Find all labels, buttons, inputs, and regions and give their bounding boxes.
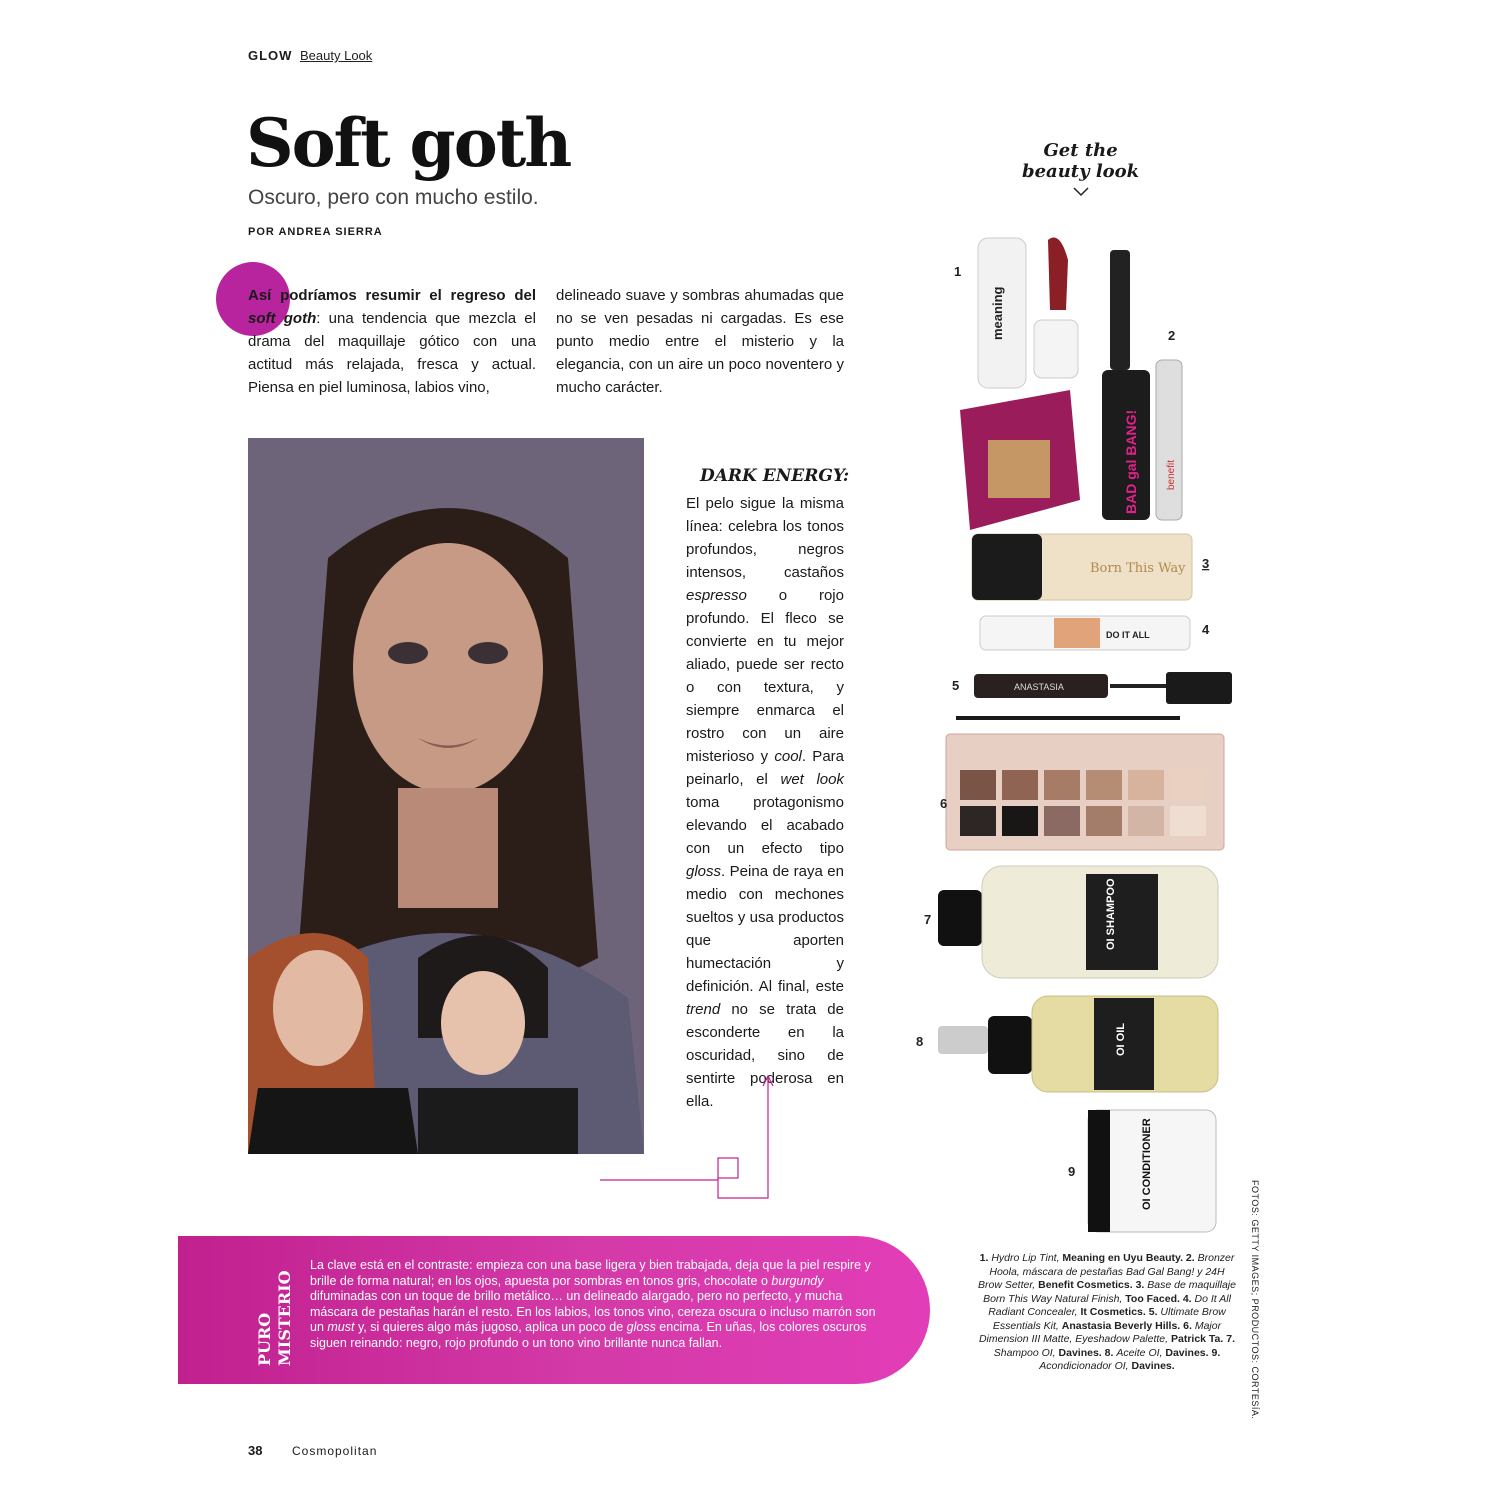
product-number-1: 1	[954, 264, 962, 279]
product-number-3: 3	[1202, 556, 1210, 571]
product-label-anastasia: ANASTASIA	[1014, 682, 1064, 692]
byline: POR ANDREA SIERRA	[248, 226, 383, 238]
puro-misterio-text: La clave está en el contraste: empieza con una base ligera y bien trabajada, deja que la piel respire y brille de forma natural; en los ojos, apuesta por sombras en tonos gris, chocolate o burgundy difuminadas con un toque de brillo metálico… un delineado alargado, pero no perfecto, y mucha máscara de pestañas harán el resto. En los labios, los tonos vino, cereza oscura o incluso marrón son un must y, si quieres algo más jugoso, aplica un poco de gloss encima. En uñas, los colores oscuros siguen reinando: negro, rojo profundo o un tono vino brillante nunca fallan.	[310, 1258, 876, 1350]
subsection-link[interactable]: Beauty Look	[300, 48, 373, 63]
product-number-6: 6	[940, 796, 948, 811]
products-illustration	[916, 230, 1240, 1240]
dark-energy-text: El pelo sigue la misma línea: celebra los tonos profundos, negros intensos, castaños espresso o rojo profundo. El fleco se convierte en tu mejor aliado, puede ser recto o con textura, y siempre enmarca el rostro con un aire misterioso y cool. Para peinarlo, el wet look toma protagonismo elevando el acabado con un efecto tipo gloss. Peina de raya en medio con mechones sueltos y usa productos que aporten humectación y definición. Al final, este trend no se trata de esconderte en la oscuridad, sino de sentirte poderosa en ella.	[686, 495, 844, 1110]
product-number-9: 9	[1068, 1164, 1076, 1179]
page-number: 38	[248, 1443, 263, 1458]
product-label-foundation: Born This Way	[1090, 561, 1186, 576]
chevron-down-icon	[1072, 186, 1090, 198]
puro-misterio-tag	[248, 1260, 304, 1370]
intro-lead: Así podríamos resumir el regreso del	[248, 287, 536, 304]
product-label-shampoo: OI SHAMPOO	[1105, 878, 1117, 950]
intro-lead-italic: soft goth	[248, 310, 317, 327]
intro-column-1	[248, 284, 536, 399]
sidebar-heading: Get the beauty look	[1022, 140, 1139, 203]
product-label-mascara: BAD gal BANG!	[1123, 409, 1139, 514]
svg-text:MISTERIO: MISTERIO	[275, 1270, 294, 1366]
product-number-4: 4	[1202, 622, 1210, 637]
product-number-7: 7	[924, 912, 932, 927]
dark-energy-heading: DARK ENERGY:	[700, 466, 850, 486]
product-number-8: 8	[916, 1034, 924, 1049]
product-label-meaning: meaning	[990, 286, 1005, 340]
product-label-oil: OI OIL	[1115, 1023, 1127, 1056]
product-label-benefit: benefit	[1166, 459, 1177, 490]
svg-text:PURO: PURO	[255, 1312, 274, 1366]
intro-col1-text: : una tendencia que mezcla el drama del maquillaje gótico con una actitud más relajada, fresca y actual. Piensa en piel luminosa, labios vino,	[248, 310, 536, 396]
section-label: GLOW	[248, 48, 293, 63]
article-title: Soft goth	[246, 104, 571, 182]
product-number-5: 5	[952, 678, 960, 693]
product-label-concealer: DO IT ALL	[1106, 630, 1150, 640]
intro-column-2: delineado suave y sombras ahumadas que no se ven pesadas ni cargadas. Es ese punto medio entre el misterio y la elegancia, con un aire un poco noventero y mucho carácter.	[556, 287, 844, 396]
product-number-2: 2	[1168, 328, 1176, 343]
main-portrait-photo	[248, 438, 644, 1154]
product-credits: 1. Hydro Lip Tint, Meaning en Uyu Beauty. 2. Bronzer Hoola, máscara de pestañas Bad Gal Bang! y 24H Brow Setter, Benefit Cosmetics. 3. Base de maquillaje Born This Way Natural Finish, Too Faced. 4. Do It All Radiant Concealer, It Cosmetics. 5. Ultimate Brow Essentials Kit, Anastasia Beverly Hills. 6. Major Dimension III Matte, Eyeshadow Palette, Patrick Ta. 7. Shampoo OI, Davines. 8. Aceite OI, Davines. 9. Acondicionador OI, Davines.	[978, 1252, 1236, 1372]
photo-credit: FOTOS: GETTY IMAGES; PRODUCTOS: CORTESÍA.	[1250, 1180, 1260, 1420]
article-subtitle: Oscuro, pero con mucho estilo.	[248, 186, 539, 209]
connector-arrow-icon	[600, 1070, 780, 1210]
product-label-conditioner: OI CONDITIONER	[1141, 1118, 1153, 1210]
magazine-name: Cosmopolitan	[292, 1444, 378, 1458]
